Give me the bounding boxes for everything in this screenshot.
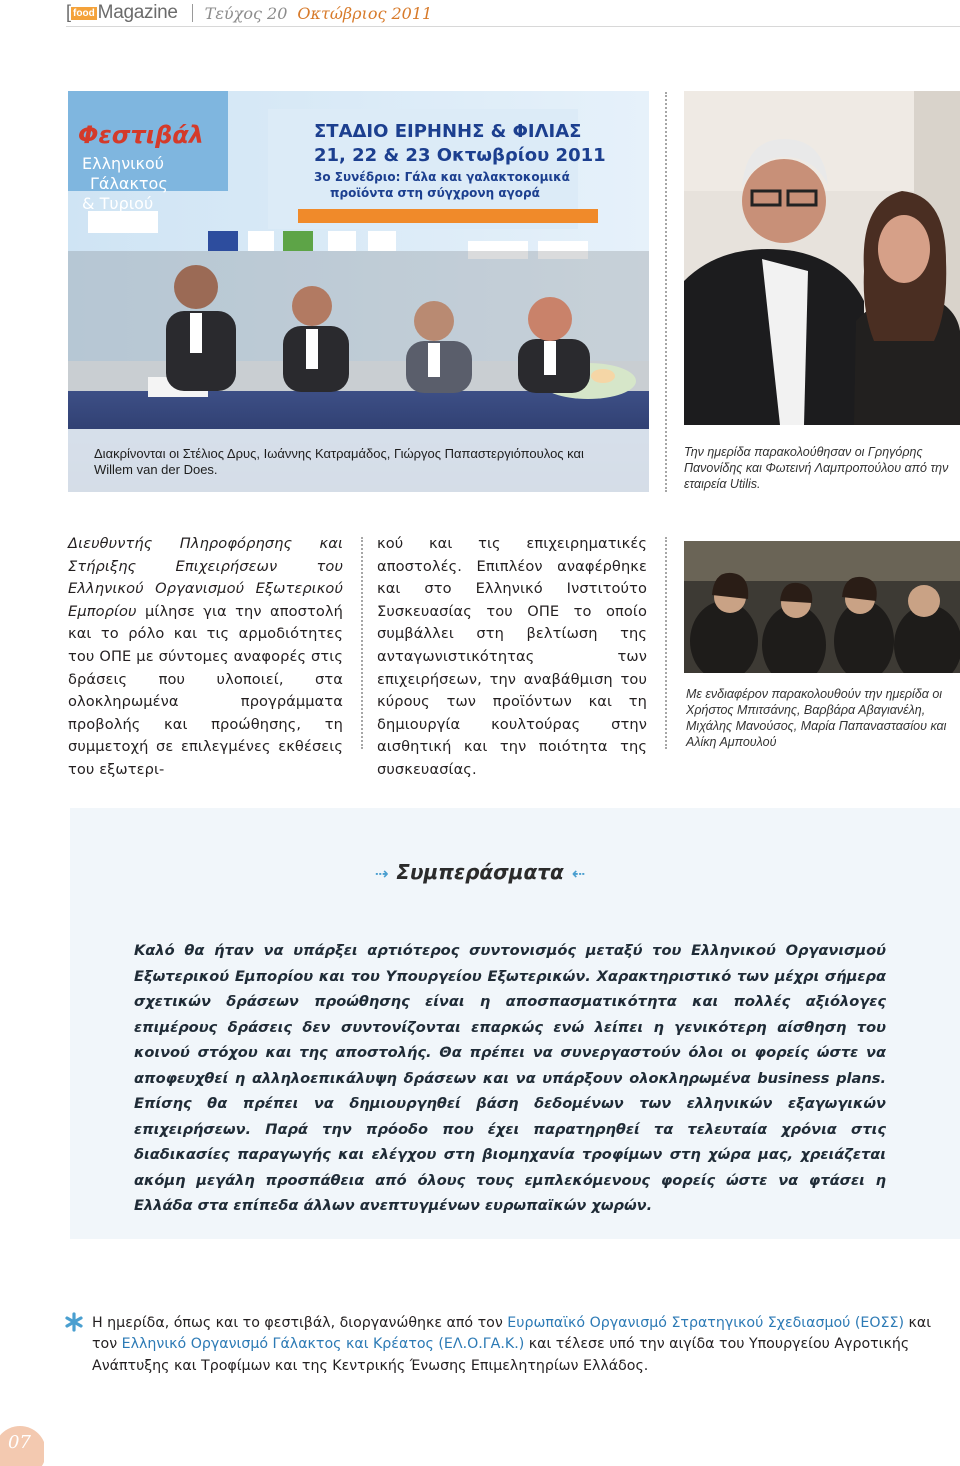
banner-congress: 3ο Συνέδριο: Γάλα και γαλακτοκομικά bbox=[314, 170, 570, 184]
logo-magazine-label: Magazine bbox=[97, 2, 178, 23]
banner-subtitle: προϊόντα στη σύγχρονη αγορά bbox=[330, 186, 540, 200]
photo-attendees-caption: Την ημερίδα παρακολούθησαν οι Γρηγόρης Πανονίδης και Φωτεινή Λαμπροπούλου από την εταιρεία Utilis. bbox=[684, 445, 949, 491]
footnote-part3: και τέλεσε υπό την αιγίδα του Υπουργείου Αγροτικής Ανάπτυξης και Τροφίμων και της Κεντρικής Ένωσης Επιμελητηρίων Ελλάδος. bbox=[92, 1336, 910, 1374]
logo-food-label: food bbox=[73, 8, 95, 19]
link-elogak[interactable]: Ελληνικό Οργανισμό Γάλακτος και Κρέατος (ΕΛ.Ο.ΓΑ.Κ.) bbox=[121, 1336, 525, 1353]
footnote-part2: και τον bbox=[92, 1315, 932, 1353]
header-rule bbox=[66, 26, 960, 27]
festival-title-line4: & Τυριού bbox=[82, 194, 154, 213]
festival-title-line3: Γάλακτος bbox=[90, 174, 168, 193]
column-divider-2 bbox=[361, 537, 363, 749]
column-divider-3 bbox=[665, 537, 667, 749]
page-number: 07 bbox=[8, 1432, 31, 1453]
photo-conference-caption: Διακρίνονται οι Στέλιος Δρυς, Ιωάννης Κατραμάδος, Γιώργος Παπαστεργιόπουλος και Willem van der Does. bbox=[94, 446, 584, 477]
article-col1-role: Διευθυντής Πληροφόρησης και Στήριξης Επιχειρήσεων του Ελληνικού Οργανισμού Εξωτερικού Εμπορίου bbox=[68, 535, 343, 620]
magazine-logo: [ food Magazine bbox=[66, 2, 178, 23]
conclusions-heading bbox=[0, 860, 960, 884]
page-header bbox=[66, 0, 432, 26]
issue-number: Τεύχος 20 bbox=[204, 3, 288, 23]
header-divider bbox=[192, 4, 193, 22]
photo-attendees-pair bbox=[684, 91, 960, 425]
article-column-2: κού και τις επιχειρηματικές αποστολές. Επιπλέον αναφέρθηκε και στο Ελληνικό Ινστιτούτο Συσκευασίας του ΟΠΕ το οποίο συμβάλλει στη βελτίωση της ανταγωνιστικότητας των επιχειρήσεων, την αναβάθμιση του κύρους των προϊόντων και τη δημιουργία κουλτούρας στην αισθητική και την ποιότητα της συσκευασίας. bbox=[377, 535, 647, 778]
banner-dates: 21, 22 & 23 Οκτωβρίου 2011 bbox=[314, 145, 606, 166]
arrow-right-icon: ⇢ bbox=[374, 864, 389, 883]
article-col1-text: μίλησε για την αποστολή και το ρόλο και τις αρμοδιότητες του ΟΠΕ με σύντομες αναφορές στις δράσεις που υλοποιεί, στα ολοκληρωμένα προγράμματα προβολής και προώθησης, τη συμμετοχή σε επιλεγμένες εκθέσεις του εξωτερι- bbox=[68, 602, 344, 778]
column-divider bbox=[665, 92, 667, 492]
conclusions-title: Συμπεράσματα bbox=[396, 860, 564, 884]
festival-title-line1: Φεστιβάλ bbox=[78, 121, 204, 149]
conclusions-text: Καλό θα ήταν να υπάρξει αρτιότερος συντονισμός μεταξύ του Ελληνικού Οργανισμού Εξωτερικού Εμπορίου και του Υπουργείου Εξωτερικών. Χαρακτηριστικό των μέχρι σήμερα σχετικών δράσεων προώθησης είναι η αποσπασματικότητα και πολλές αξιόλογες επιμέρους δράσεις δεν συντονίζονται επαρκώς ενώ λείπει η γενικότερη αίσθηση του κοινού στόχου και της αποστολής. Θα πρέπει να συνεργαστούν όλοι οι φορείς ώστε να αποφευχθεί η αλληλοεπικάλυψη δράσεων και να υπάρξουν ολοκληρωμένα business plans. Επίσης θα πρέπει να δημιουργηθεί βάση δεδομένων των ελληνικών εξαγωγικών επιχειρήσεων. Παρά την πρόοδο που έχει παρατηρηθεί τα τελευταία χρόνια στις διαδικασίες παραγωγής και ελέγχου στη βιομηχανία τροφίμων στη χώρα μας, χρειάζεται ακόμη μεγάλη προσπάθεια από όλους τους εμπλεκόμενους φορείς ώστε να φτάσει η Ελλάδα στα επίπεδα άλλων ανεπτυγμένων ευρωπαϊκών χωρών. bbox=[134, 942, 886, 1214]
photo-audience-caption: Με ενδιαφέρον παρακολουθούν την ημερίδα οι Χρήστος Μπιτσάνης, Βαρβάρα Αβαγιανέλη, Μιχάλης Μανούσος, Μαρία Παπαναστασίου και Αλίκη Αμπουλού bbox=[686, 687, 947, 749]
banner-venue: ΣΤΑΔΙΟ ΕΙΡΗΝΗΣ & ΦΙΛΙΑΣ bbox=[314, 121, 582, 142]
link-eoss[interactable]: Ευρωπαϊκό Οργανισμό Στρατηγικού Σχεδιασμού (ΕΟΣΣ) bbox=[507, 1315, 905, 1331]
asterisk-icon bbox=[64, 1312, 84, 1332]
article-column-1 bbox=[68, 533, 343, 782]
festival-title-line2: Ελληνικού bbox=[82, 154, 165, 173]
footnote-part1: Η ημερίδα, όπως και το φεστιβάλ, διοργανώθηκε από τον bbox=[92, 1315, 508, 1331]
arrow-left-icon: ⇠ bbox=[571, 864, 586, 883]
photo-conference-panel bbox=[68, 91, 649, 492]
photo-audience bbox=[684, 541, 960, 673]
organizers-footnote bbox=[92, 1313, 958, 1377]
issue-date: Οκτώβριος 2011 bbox=[297, 3, 433, 23]
